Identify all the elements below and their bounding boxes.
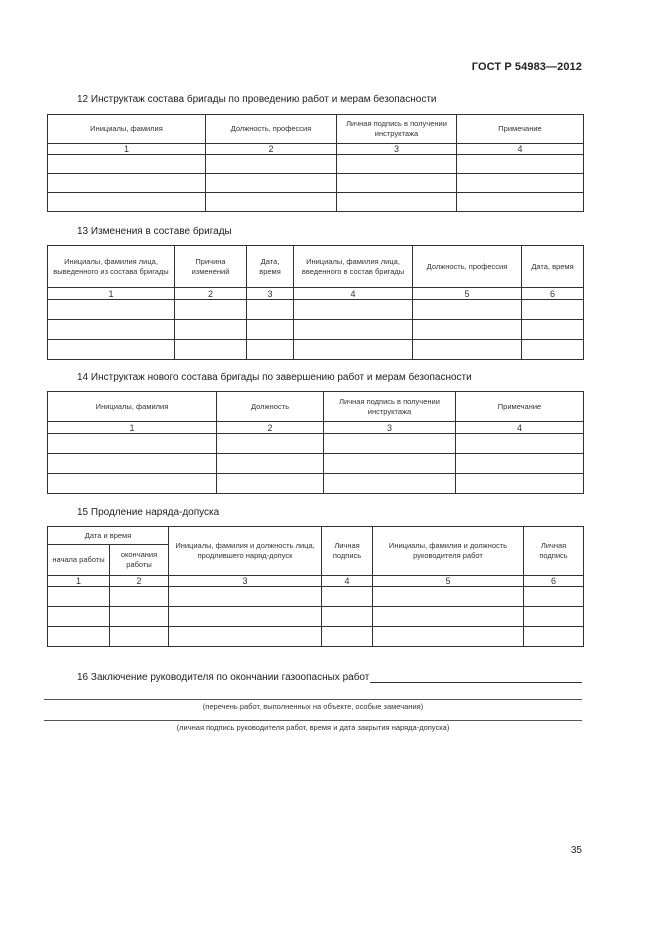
table-cell[interactable] [373, 627, 524, 647]
table-row [48, 587, 584, 607]
table-cell[interactable] [217, 454, 324, 474]
table-row [48, 320, 584, 340]
column-header: Должность, профессия [206, 115, 337, 144]
table-cell[interactable] [206, 193, 337, 212]
table-cell[interactable] [175, 320, 247, 340]
table-row [48, 340, 584, 360]
table-cell[interactable] [48, 174, 206, 193]
table-cell[interactable] [457, 193, 584, 212]
table-cell[interactable] [322, 607, 373, 627]
column-number: 2 [110, 576, 169, 587]
column-header: Личная подпись [524, 527, 584, 576]
table-cell[interactable] [524, 627, 584, 647]
table-cell[interactable] [206, 155, 337, 174]
table-row [48, 155, 584, 174]
table-cell[interactable] [48, 434, 217, 454]
column-number: 3 [169, 576, 322, 587]
group-header-date-time: Дата и время [48, 527, 169, 545]
document-standard-code: ГОСТ Р 54983—2012 [471, 61, 582, 73]
table-cell[interactable] [48, 454, 217, 474]
column-number: 4 [457, 144, 584, 155]
table-cell[interactable] [48, 300, 175, 320]
column-number: 1 [48, 576, 110, 587]
table-cell[interactable] [110, 607, 169, 627]
column-header: Причина изменений [175, 246, 247, 288]
table-cell[interactable] [524, 607, 584, 627]
table-cell[interactable] [522, 300, 584, 320]
table-cell[interactable] [169, 607, 322, 627]
table-cell[interactable] [456, 454, 584, 474]
column-header: Личная подпись [322, 527, 373, 576]
column-header: Дата, время [247, 246, 294, 288]
table-cell[interactable] [169, 587, 322, 607]
column-number: 5 [413, 288, 522, 300]
table-cell[interactable] [456, 434, 584, 454]
closing-signature-line[interactable] [44, 720, 582, 721]
column-number: 6 [522, 288, 584, 300]
table-cell[interactable] [175, 300, 247, 320]
closing-signature-caption: (личная подпись руководителя работ, время и дата закрытия наряда-допуска) [176, 723, 450, 732]
column-header: Должность [217, 392, 324, 422]
column-number: 1 [48, 144, 206, 155]
table-cell[interactable] [206, 174, 337, 193]
table-cell[interactable] [48, 587, 110, 607]
column-header: Инициалы, фамилия и должность лица, продлившего наряд-допуск [169, 527, 322, 576]
table-cell[interactable] [48, 627, 110, 647]
section-15-title: 15 Продление наряда-допуска [77, 507, 220, 518]
table-cell[interactable] [217, 434, 324, 454]
table-row [48, 474, 584, 494]
table-cell[interactable] [294, 340, 413, 360]
table-cell[interactable] [322, 627, 373, 647]
table-cell[interactable] [337, 155, 457, 174]
table-cell[interactable] [247, 320, 294, 340]
column-number: 3 [337, 144, 457, 155]
column-number: 4 [294, 288, 413, 300]
table-cell[interactable] [110, 627, 169, 647]
section-14-title: 14 Инструктаж нового состава бригады по завершению работ и мерам безопасности [77, 372, 472, 383]
table-cell[interactable] [48, 607, 110, 627]
new-team-briefing-table [47, 391, 584, 494]
table-cell[interactable] [522, 320, 584, 340]
table-cell[interactable] [48, 320, 175, 340]
column-number: 6 [524, 576, 584, 587]
column-number: 2 [206, 144, 337, 155]
table-cell[interactable] [324, 454, 456, 474]
work-list-caption: (перечень работ, выполненных на объекте, особые замечания) [202, 702, 424, 711]
column-header: Инициалы, фамилия лица, введенного в состав бригады [294, 246, 413, 288]
table-cell[interactable] [457, 155, 584, 174]
table-cell[interactable] [169, 627, 322, 647]
column-header: Дата, время [522, 246, 584, 288]
column-number: 2 [217, 422, 324, 434]
table-cell[interactable] [175, 340, 247, 360]
table-cell[interactable] [373, 607, 524, 627]
table-cell[interactable] [457, 174, 584, 193]
section-13-title: 13 Изменения в составе бригады [77, 226, 232, 237]
table-cell[interactable] [522, 340, 584, 360]
table-cell[interactable] [48, 155, 206, 174]
table-cell[interactable] [322, 587, 373, 607]
table-cell[interactable] [413, 300, 522, 320]
column-header: Примечание [456, 392, 584, 422]
briefing-table [47, 114, 584, 212]
column-number: 1 [48, 288, 175, 300]
column-number: 4 [456, 422, 584, 434]
column-header: Инициалы, фамилия лица, выведенного из состава бригады [48, 246, 175, 288]
table-row [48, 607, 584, 627]
table-cell[interactable] [456, 474, 584, 494]
section-12-title: 12 Инструктаж состава бригады по проведению работ и мерам безопасности [77, 94, 437, 105]
section-16-title: 16 Заключение руководителя по окончании газоопасных работ [77, 672, 370, 683]
table-cell[interactable] [337, 193, 457, 212]
table-cell[interactable] [337, 174, 457, 193]
column-number: 3 [324, 422, 456, 434]
column-header: Инициалы, фамилия и должность руководителя работ [373, 527, 524, 576]
column-number: 2 [175, 288, 247, 300]
table-cell[interactable] [247, 300, 294, 320]
table-cell[interactable] [324, 474, 456, 494]
table-row [48, 627, 584, 647]
table-row [48, 454, 584, 474]
table-cell[interactable] [413, 340, 522, 360]
column-header: Личная подпись в получении инструктажа [337, 115, 457, 144]
table-row [48, 174, 584, 193]
page-number: 35 [570, 845, 582, 856]
sub-header-start: начала работы [48, 545, 110, 576]
table-row [48, 434, 584, 454]
table-cell[interactable] [48, 193, 206, 212]
column-header: Примечание [457, 115, 584, 144]
team-changes-table [47, 245, 584, 360]
column-number: 3 [247, 288, 294, 300]
table-cell[interactable] [524, 587, 584, 607]
table-cell[interactable] [48, 340, 175, 360]
column-header: Должность, профессия [413, 246, 522, 288]
table-cell[interactable] [48, 474, 217, 494]
work-list-line[interactable] [44, 699, 582, 700]
table-cell[interactable] [294, 300, 413, 320]
table-row [48, 193, 584, 212]
table-cell[interactable] [110, 587, 169, 607]
table-cell[interactable] [294, 320, 413, 340]
permit-extension-table [47, 526, 584, 647]
column-number: 5 [373, 576, 524, 587]
column-header: Личная подпись в получении инструктажа [324, 392, 456, 422]
column-header: Инициалы, фамилия [48, 115, 206, 144]
column-header: Инициалы, фамилия [48, 392, 217, 422]
column-number: 4 [322, 576, 373, 587]
table-cell[interactable] [413, 320, 522, 340]
sub-header-end: окончания работы [110, 545, 169, 576]
conclusion-fill-line[interactable] [370, 672, 582, 683]
table-cell[interactable] [373, 587, 524, 607]
column-number: 1 [48, 422, 217, 434]
table-cell[interactable] [324, 434, 456, 454]
table-row [48, 300, 584, 320]
table-cell[interactable] [217, 474, 324, 494]
table-cell[interactable] [247, 340, 294, 360]
